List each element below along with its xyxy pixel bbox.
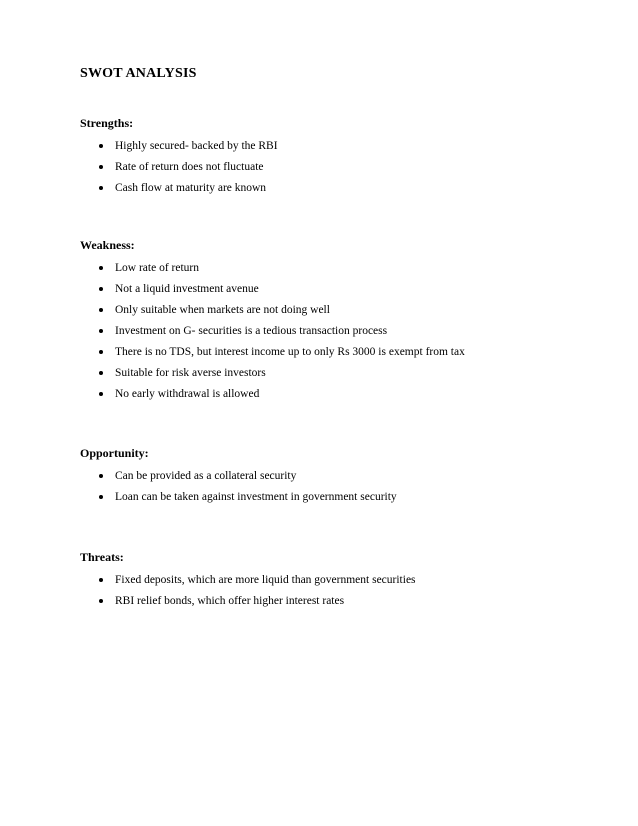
bullet-dot-icon — [99, 266, 103, 270]
document-title: SWOT ANALYSIS — [80, 66, 197, 81]
bullet-dot-icon — [99, 165, 103, 169]
list-item — [80, 261, 600, 282]
list-item-text: Suitable for risk averse investors — [115, 367, 266, 379]
list-item — [80, 160, 600, 181]
section-heading-strengths: Strengths: — [80, 116, 134, 130]
list-item-text: Can be provided as a collateral security — [115, 470, 297, 482]
bullet-dot-icon — [99, 144, 103, 148]
bullet-dot-icon — [99, 392, 103, 396]
list-item-text: Cash flow at maturity are known — [115, 182, 267, 194]
bullet-dot-icon — [99, 578, 103, 582]
bullet-dot-icon — [99, 308, 103, 312]
list-item — [80, 282, 600, 303]
list-item-text: Fixed deposits, which are more liquid than government securities — [115, 574, 416, 586]
section-opportunity — [80, 446, 600, 511]
list-item-text: No early withdrawal is allowed — [115, 388, 260, 400]
list-item — [80, 573, 600, 594]
section-strengths — [80, 116, 600, 202]
list-item-text: Only suitable when markets are not doing well — [115, 304, 330, 316]
section-heading-opportunity: Opportunity: — [80, 446, 149, 460]
list-item-text: Highly secured- backed by the RBI — [115, 140, 278, 152]
threats-list — [80, 573, 600, 615]
section-weakness — [80, 238, 600, 408]
list-item — [80, 594, 600, 615]
opportunity-list — [80, 469, 600, 511]
list-item — [80, 303, 600, 324]
list-item-text: Loan can be taken against investment in government security — [115, 491, 397, 503]
bullet-dot-icon — [99, 474, 103, 478]
list-item — [80, 181, 600, 202]
list-item — [80, 469, 600, 490]
bullet-dot-icon — [99, 329, 103, 333]
list-item — [80, 387, 600, 408]
bullet-dot-icon — [99, 350, 103, 354]
bullet-dot-icon — [99, 495, 103, 499]
section-heading-weakness: Weakness: — [80, 238, 135, 252]
list-item-text: Not a liquid investment avenue — [115, 283, 259, 295]
weakness-list — [80, 261, 600, 408]
list-item-text: RBI relief bonds, which offer higher interest rates — [115, 595, 345, 607]
list-item — [80, 324, 600, 345]
list-item-text: Investment on G- securities is a tedious transaction process — [115, 325, 388, 337]
list-item-text: Rate of return does not fluctuate — [115, 161, 264, 173]
strengths-list — [80, 139, 600, 202]
list-item-text: There is no TDS, but interest income up to only Rs 3000 is exempt from tax — [115, 346, 465, 358]
list-item — [80, 345, 600, 366]
list-item-text: Low rate of return — [115, 262, 199, 274]
section-threats — [80, 550, 600, 615]
section-heading-threats: Threats: — [80, 550, 124, 564]
bullet-dot-icon — [99, 287, 103, 291]
list-item — [80, 139, 600, 160]
list-item — [80, 490, 600, 511]
bullet-dot-icon — [99, 599, 103, 603]
list-item — [80, 366, 600, 387]
bullet-dot-icon — [99, 186, 103, 190]
bullet-dot-icon — [99, 371, 103, 375]
